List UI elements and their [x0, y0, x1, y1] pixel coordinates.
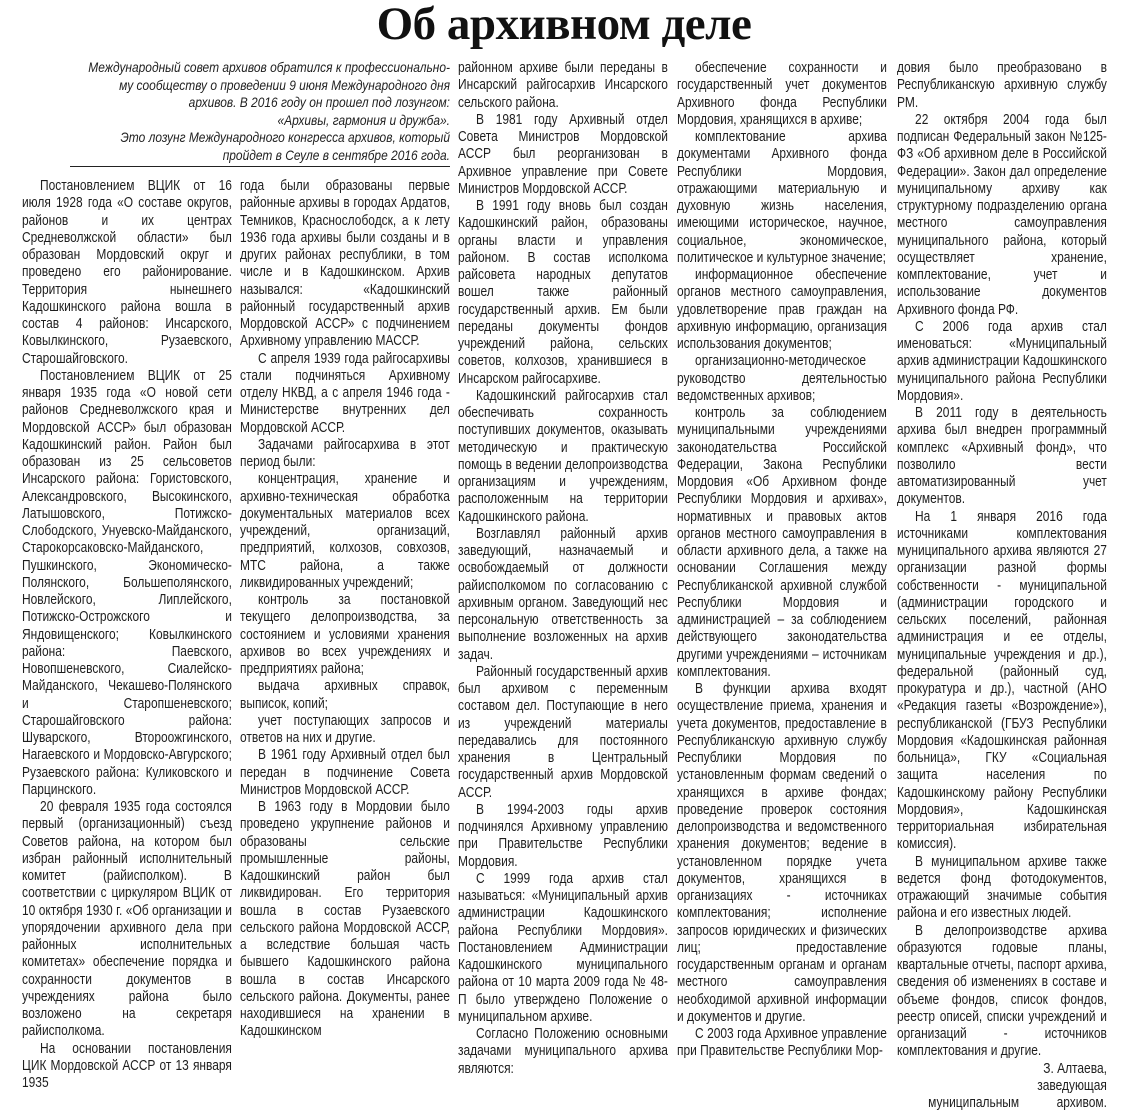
- paragraph: На 1 января 2016 года источниками комплектования муниципального архива являются 27 организации разной формы собственности - муниципальной (администрации городского и сельских поселений, районная администрация и ее отделы, муниципальные учреждения и др.), федеральной (районный суд, прокуратура и др.), частной (АНО «Редакция газеты «Возрождение»), республиканской (ГБУЗ Республики Мордовия «Кадошкинская районная больница», ГКУ «Социальная защита населения по Кадошкинскому району Республики Мордовия», Кадошкинская территориальная избирательная комиссия).: [897, 509, 1107, 854]
- paragraph: С 1999 года архив стал называться: «Муниципальный архив администрации Кадошкинского района Республики Мордовия». Постановлением Администрации Кадошкинского муниципального района от 10 марта 2009 года № 48-П было утверждено Положение о муниципальном архиве.: [458, 871, 668, 1026]
- article-column-3: [458, 60, 668, 1078]
- paragraph: Районный государственный архив был архивом с переменным составом дел. Поступающие в него из учреждений материалы передавались для постоянного хранения в Центральный государственный архив Мордовской АССР.: [458, 664, 668, 802]
- paragraph: организационно-методическое руководство деятельностью ведомственных архивов;: [677, 353, 887, 405]
- paragraph: учет поступающих запросов и ответов на них и другие.: [240, 713, 450, 748]
- paragraph: Кадошкинский райгосархив стал обеспечивать сохранность поступивших документов, оказывать методическую и практическую помощь в ведении делопроизводства организациям и учреждениям, расположенным на территории Кадошкинского района.: [458, 388, 668, 526]
- paragraph: года были образованы первые районные архивы в городах Ардатов, Темников, Краснослободск, а к лету 1936 года архивы были созданы и в других районах республики, в том числе и в Кадошкинском. Архив назывался: «Кадошкинский районный государственный архив Мордовской АССР» с подчинением Архивному управлению МАССР.: [240, 178, 450, 351]
- article-column-4: [677, 60, 887, 1061]
- article-column-2: [240, 178, 450, 1041]
- paragraph: С 2006 года архив стал именоваться: «Муниципальный архив администрации Кадошкинского муниципального района Республики Мордовия».: [897, 319, 1107, 405]
- lead-line: Это лозунг Международного конгресса архивов, который: [28, 129, 450, 147]
- paragraph: обеспечение сохранности и государственный учет документов Архивного фонда Республики Мордовия, хранящихся в архиве;: [677, 60, 887, 129]
- paragraph: контроль за постановкой текущего делопроизводства, за состоянием и условиями хранения архивов во всех учреждениях и предприятиях района;: [240, 592, 450, 678]
- article-lead: [28, 59, 450, 165]
- paragraph: С 2003 года Архивное управление при Правительстве Республики Мор-: [677, 1026, 887, 1061]
- paragraph: В 1994-2003 годы архив подчинялся Архивному управлению при Правительстве Республики Мордовия.: [458, 802, 668, 871]
- paragraph: районном архиве были переданы в Инсарский райгосархив Инсарского сельского района.: [458, 60, 668, 112]
- lead-divider: [70, 166, 450, 167]
- paragraph: Постановлением ВЦИК от 25 января 1935 года «О новой сети районов Средневолжского края и Мордовской АССР» был образован Кадошкинский район. Район был образован из 25 сельсоветов Инсарского района: Гористовского, Александровского, Высокинского, Латышовского, Потижско-Слободского, Унуевско-Майданского, Старокорсаковско-Майданского, Пушкинского, Экономическо-Полянского, Большеполянского, Новлейского, Липлейского, Потижско-Острожского и Яндовищенского; Ковылкинского района: Паевского, Новопшеневского, Сиалейско-Майданского, Чекашево-Полянского и Старопшеневского; Старошайговского района: Шуварского, Второожгинского, Нагаевского и Мордовско-Авгурского; Рузаевского района: Куликовского и Парцинского.: [22, 368, 232, 799]
- paragraph: Согласно Положению основными задачами муниципального архива являются:: [458, 1026, 668, 1078]
- paragraph: В 1961 году Архивный отдел был передан в подчинение Совета Министров Мордовской АССР.: [240, 747, 450, 799]
- lead-line: пройдет в Сеуле в сентябре 2016 года.: [28, 147, 450, 165]
- paragraph: С апреля 1939 года райгосархивы стали подчиняться Архивному отделу НКВД, а с апреля 1946 года - Министерстве внутренних дел Мордовской АССР.: [240, 351, 450, 437]
- paragraph: концентрация, хранение и архивно-техническая обработка документальных материалов всех учреждений, организаций, предприятий, колхозов, совхозов, МТС района, а также ликвидированных учреждений;: [240, 471, 450, 592]
- author-name: З. Алтаева,: [897, 1061, 1107, 1078]
- paragraph: В делопроизводстве архива образуются годовые планы, квартальные отчеты, паспорт архива, сведения об изменениях в составе и объеме фондов, список фондов, реестр описей, списки учреждений и организаций - источников комплектования и другие.: [897, 923, 1107, 1061]
- paragraph: Задачами райгосархива в этот период были:: [240, 437, 450, 472]
- paragraph: В функции архива входят осуществление приема, хранения и учета документов, предоставление в Республиканскую архивную службу Республики Мордовия по установленным формам сведений о хранящихся в архиве фондах; проведение проверок состояния делопроизводства и ведомственного хранения документов; ведение в установленном порядке учета документов, хранящихся в организациях - источниках комплектования; исполнение запросов юридических и физических лиц; предоставление государственным органам и органам местного самоуправления необходимой архивной информации и документов и другие.: [677, 681, 887, 1026]
- paragraph: 20 февраля 1935 года состоялся первый (организационный) съезд Советов района, на котором был избран районный исполнительный комитет (райисполком). В соответствии с циркуляром ВЦИК от 10 октября 1930 г. «Об организации и упорядочении архивного дела при районных исполнительных комитетах» обеспечение порядка и сохранности документов в учреждениях района было возложено на секретаря райисполкома.: [22, 799, 232, 1041]
- paragraph: комплектование архива документами Архивного фонда Республики Мордовия, отражающими материальную и духовную жизнь населения, имеющими историческое, научное, социальное, экономическое, политическое и культурное значение;: [677, 129, 887, 267]
- lead-line: «Архивы, гармония и дружба».: [28, 112, 450, 130]
- paragraph: Постановлением ВЦИК от 16 июля 1928 года «О составе округов, районов и их центрах Средневолжской области» был образован Мордовский округ и проведено его районирование. Территория нынешнего Кадошкинского района вошла в состав 4 районов: Инсарского, Ковылкинского, Рузаевского, Старошайговского.: [22, 178, 232, 368]
- paragraph: На основании постановления ЦИК Мордовской АССР от 13 января 1935: [22, 1041, 232, 1093]
- paragraph: В 1991 году вновь был создан Кадошкинский район, образованы органы власти и управления районом. В состав исполкома райсовета народных депутатов вошел также районный государственный архив. Ем были переданы документы фондов учреждений района, сельских советов, колхозов, хранившиеся в Инсарском райгосархиве.: [458, 198, 668, 388]
- article-title: Об архивном деле: [0, 0, 1128, 50]
- article-column-1: [22, 178, 232, 1092]
- paragraph: 22 октября 2004 года был подписан Федеральный закон №125-ФЗ «Об архивном деле в Российской Федерации». Закон дал определение муниципальному архиву как структурному подразделению органа местного самоуправления муниципального района, который осуществляет хранение, комплектование, учет и использование документов Архивного фонда РФ.: [897, 112, 1107, 319]
- paragraph: Возглавлял районный архив заведующий, назначаемый и освобождаемый от должности райисполкомом по согласованию с архивным органом. Заведующий нес персональную ответственность за выполнение возложенных на архив задач.: [458, 526, 668, 664]
- author-position: муниципальным архивом.: [897, 1095, 1107, 1112]
- lead-line: архивов. В 2016 году он прошел под лозунгом:: [28, 94, 450, 112]
- lead-line: Международный совет архивов обратился к профессионально-: [28, 59, 450, 77]
- paragraph: контроль за соблюдением муниципальными учреждениями законодательства Российской Федерации, Закона Республики Мордовия «Об Архивном фонде Республики Мордовия и архивах», нормативных и правовых актов органов местного самоуправления в области архивного дела, а также на основании Соглашения между Республиканской архивной службой Республики Мордовия и администрацией – за соблюдением действующего законодательства другими учреждениями – источникам комплектования.: [677, 405, 887, 681]
- paragraph: выдача архивных справок, выписок, копий;: [240, 678, 450, 713]
- paragraph: В 1963 году в Мордовии было проведено укрупнение районов и образованы сельские промышленные районы, Кадошкинский район был ликвидирован. Его территория вошла в состав Рузаевского сельского района Мордовской АССР, а вследствие большая часть бывшего Кадошкинского района вошла в состав Инсарского сельского района. Документы, ранее находившиеся на хранении в Кадошкинском: [240, 799, 450, 1041]
- article-column-5: [897, 60, 1107, 1112]
- author-signature: [897, 1061, 1107, 1112]
- author-position: заведующая: [897, 1078, 1107, 1095]
- paragraph: В 2011 году в деятельность архива был внедрен программный комплекс «Архивный фонд», что позволило вести автоматизированный учет документов.: [897, 405, 1107, 509]
- paragraph: информационное обеспечение органов местного самоуправления, удовлетворение прав граждан на архивную информацию, организация использования документов;: [677, 267, 887, 353]
- paragraph: В 1981 году Архивный отдел Совета Министров Мордовской АССР был реорганизован в Архивное управление при Совете Министров Мордовской АССР.: [458, 112, 668, 198]
- lead-line: му сообществу о проведении 9 июня Международного дня: [28, 77, 450, 95]
- paragraph: довия было преобразовано в Республиканскую архивную службу РМ.: [897, 60, 1107, 112]
- paragraph: В муниципальном архиве также ведется фонд фотодокументов, отражающий значимые события района и его известных людей.: [897, 854, 1107, 923]
